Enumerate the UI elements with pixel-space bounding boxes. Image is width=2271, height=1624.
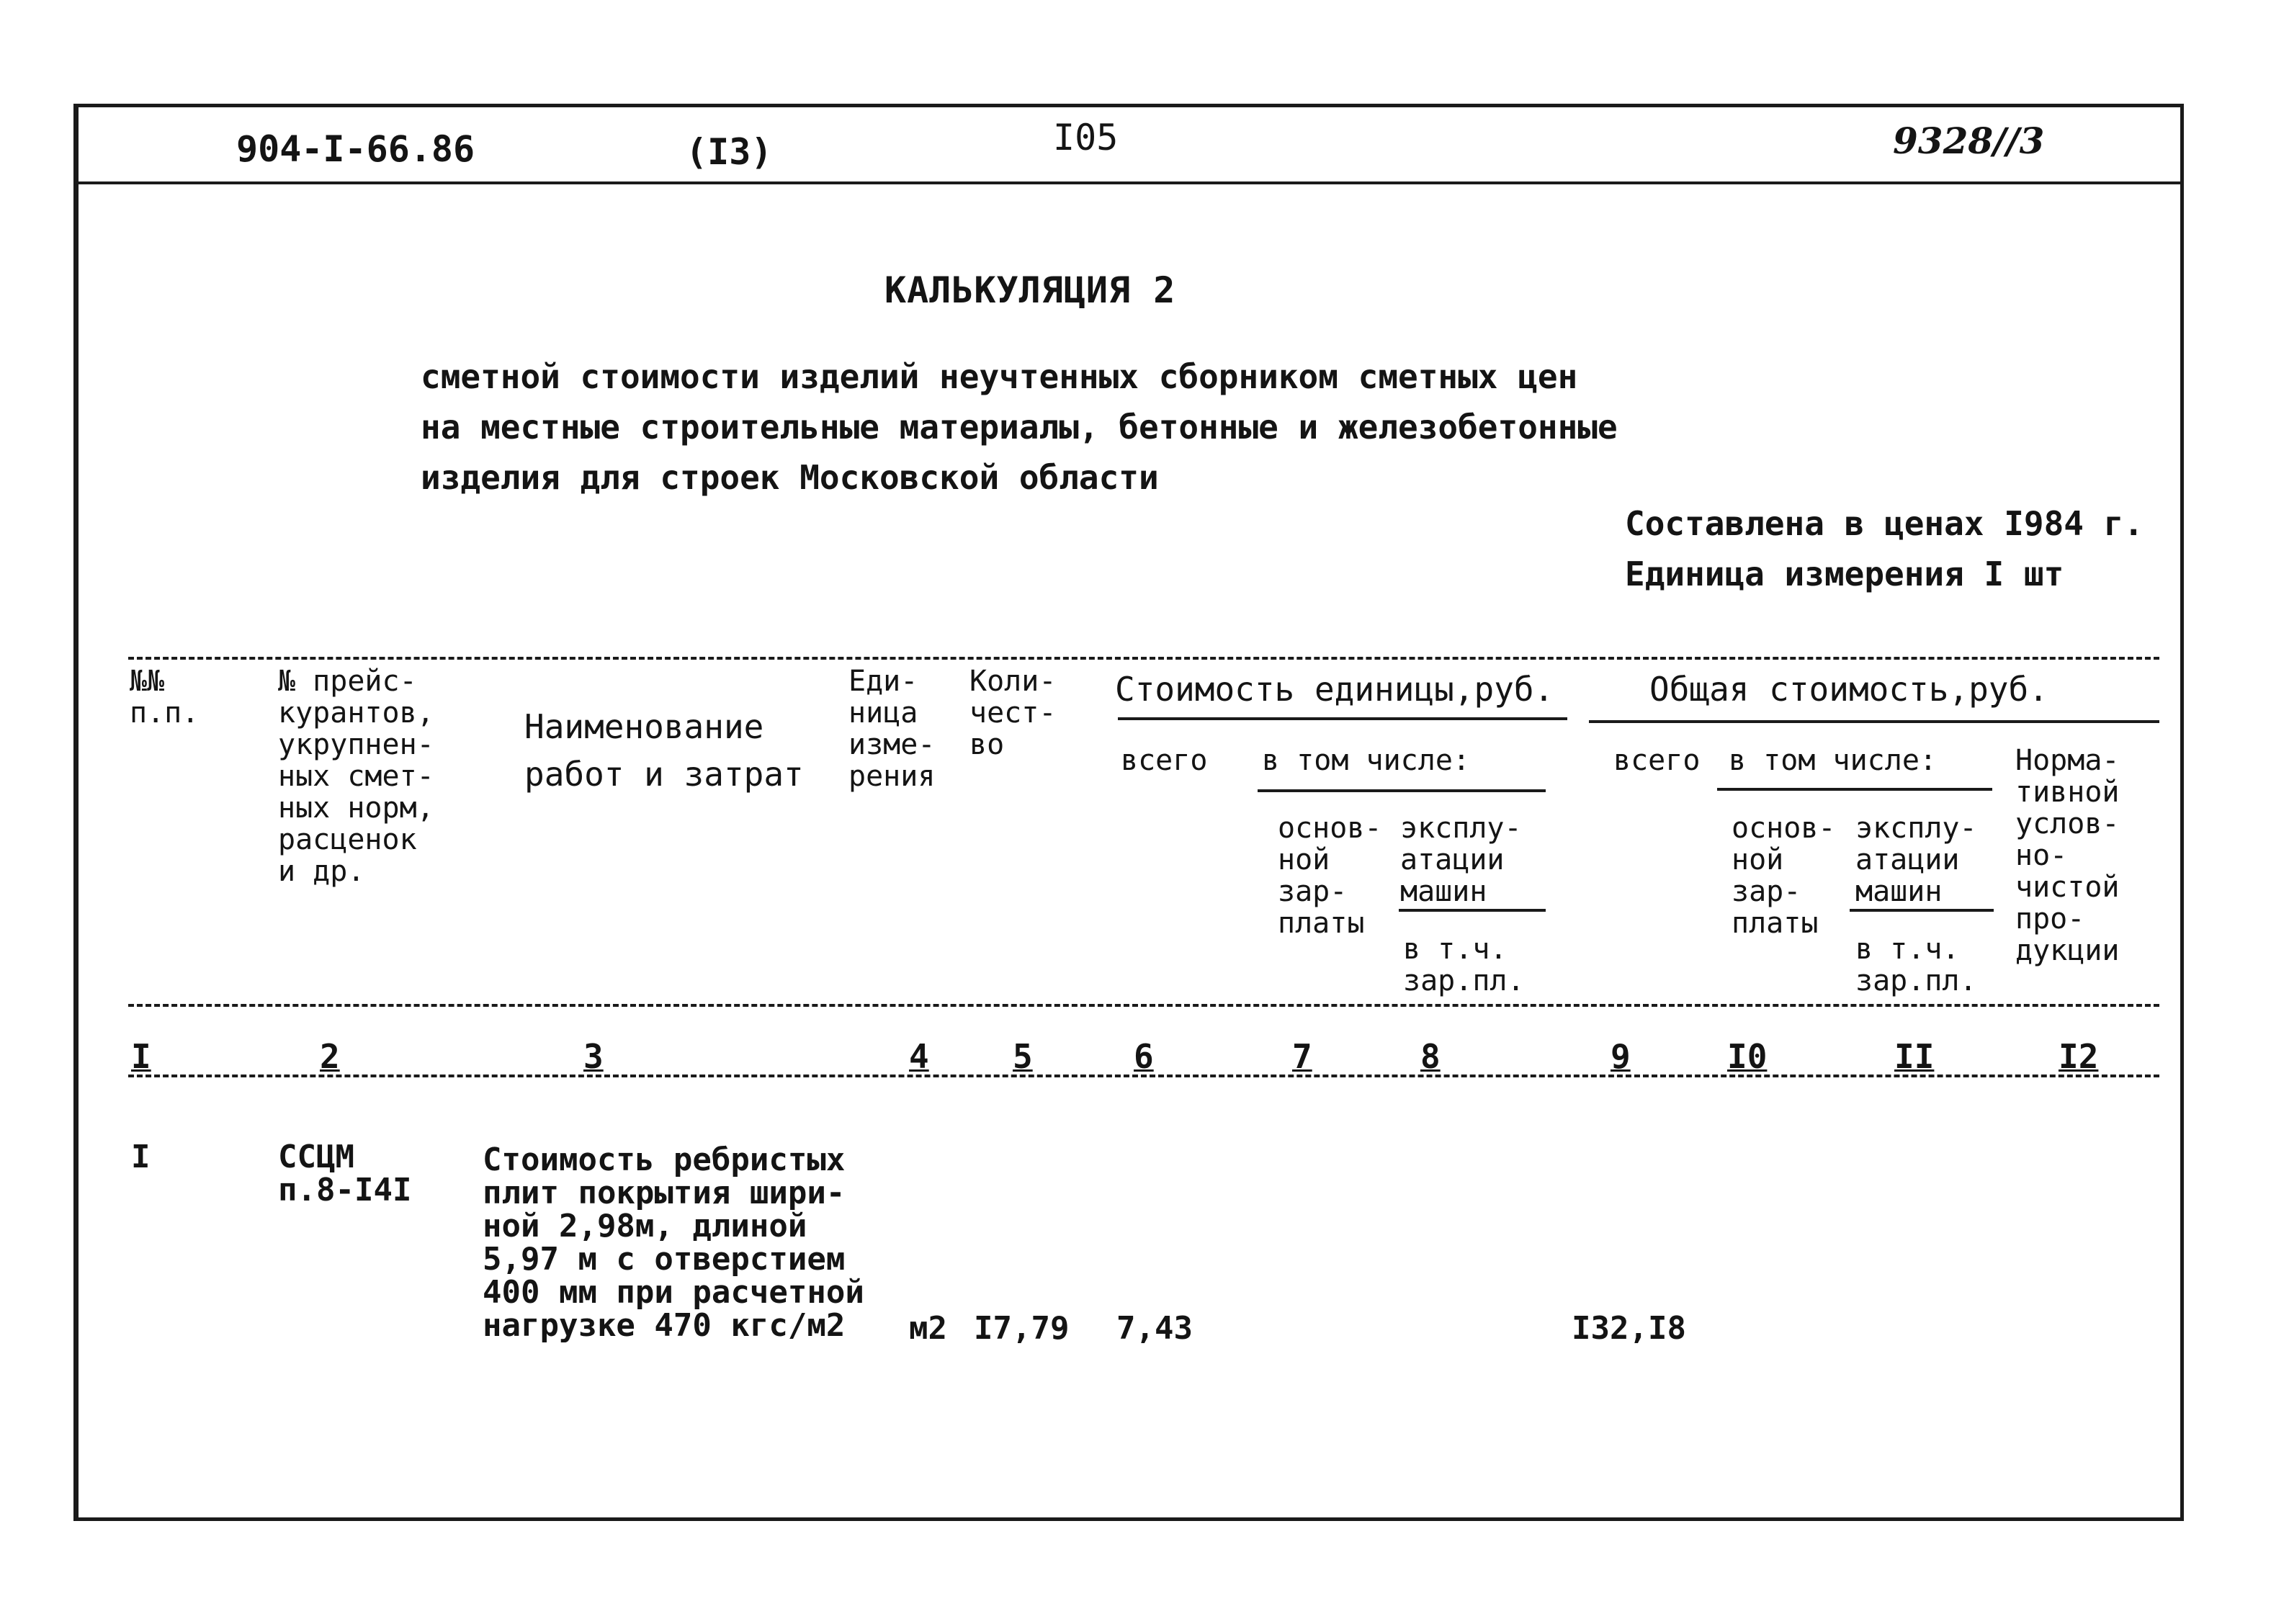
th-price-list: № прейс- курантов, укрупнен- ных смет- ных норм, расценок и др. <box>278 665 434 888</box>
sheet-ref: (I3) <box>686 131 773 173</box>
doc-code: 904-I-66.86 <box>236 128 475 170</box>
th-total-incl-wage: в т.ч. зар.пл. <box>1855 933 1977 997</box>
th-total-cost-group: Общая стоимость,руб. <box>1649 670 2048 709</box>
row-1-grand-total: I32,I8 <box>1572 1310 1686 1347</box>
row-1-unit-total: 7,43 <box>1116 1310 1193 1347</box>
col-number-1: I <box>131 1037 151 1076</box>
prices-basis: Составлена в ценах I984 г. <box>1625 504 2144 543</box>
document-title: КАЛЬКУЛЯЦИЯ 2 <box>884 269 1176 311</box>
row-1-no: I <box>131 1139 151 1175</box>
th-normative-output: Норма- тивной услов- но- чистой про- дукции <box>2015 744 2120 967</box>
col-number-2: 2 <box>320 1037 340 1076</box>
th-unit-machines: эксплу- атации машин <box>1400 812 1522 908</box>
th-unit: Еди- ница изме- рения <box>848 665 936 793</box>
col-number-9: 9 <box>1611 1037 1631 1076</box>
col-number-3: 3 <box>583 1037 604 1076</box>
header-bottom-rule <box>128 1004 2159 1007</box>
subtitle-line-3: изделия для строек Московской области <box>421 458 1159 497</box>
th-total-incl: в том числе: <box>1729 744 1937 777</box>
col-number-8: 8 <box>1420 1037 1441 1076</box>
th-unit-incl-wage: в т.ч. зар.пл. <box>1403 933 1525 997</box>
th-unit-incl: в том числе: <box>1262 744 1470 777</box>
col-number-5: 5 <box>1013 1037 1033 1076</box>
th-grand-total: всего <box>1613 744 1701 777</box>
th-unit-cost-group: Стоимость единицы,руб. <box>1115 670 1554 709</box>
header-rule <box>75 181 2182 184</box>
subtitle-line-2: на местные строительные материалы, бетонные и железобетонные <box>421 408 1618 447</box>
th-quantity: Коли- чест- во <box>969 665 1057 761</box>
col-number-10: I0 <box>1727 1037 1768 1076</box>
row-1-code: ССЦМ п.8-I4I <box>278 1139 412 1208</box>
th-total-machines: эксплу- атации машин <box>1855 812 1977 908</box>
unit-incl-rule <box>1258 789 1546 792</box>
row-1-unit: м2 <box>909 1310 947 1347</box>
table-top-rule <box>128 657 2159 660</box>
th-unit-total: всего <box>1121 744 1208 777</box>
col-number-11: II <box>1894 1037 1935 1076</box>
col-number-7: 7 <box>1292 1037 1312 1076</box>
th-work-name: Наименование работ и затрат <box>524 707 804 794</box>
archive-number: 9328//3 <box>1893 120 2045 162</box>
col-number-6: 6 <box>1134 1037 1154 1076</box>
total-mach-rule <box>1850 909 1994 912</box>
total-cost-group-rule <box>1589 720 2159 723</box>
page-number: I05 <box>1053 117 1119 158</box>
th-unit-base-wage: основ- ной зар- платы <box>1278 812 1382 940</box>
unit-of-measure: Единица измерения I шт <box>1625 555 2064 593</box>
col-number-12: I2 <box>2059 1037 2099 1076</box>
subtitle-line-1: сметной стоимости изделий неучтенных сборником сметных цен <box>421 357 1578 396</box>
th-total-base-wage: основ- ной зар- платы <box>1732 812 1836 940</box>
total-incl-rule <box>1717 788 1992 791</box>
row-1-quantity: I7,79 <box>974 1310 1070 1347</box>
col-number-4: 4 <box>909 1037 929 1076</box>
unit-mach-rule <box>1399 909 1546 912</box>
unit-cost-group-rule <box>1118 717 1567 720</box>
row-1-name: Стоимость ребристых плит покрытия шири- ной 2,98м, длиной 5,97 м с отверстием 400 мм при расчетной нагрузке 470 кгс/м2 <box>483 1141 864 1344</box>
th-row-no: №№ п.п. <box>130 665 200 730</box>
